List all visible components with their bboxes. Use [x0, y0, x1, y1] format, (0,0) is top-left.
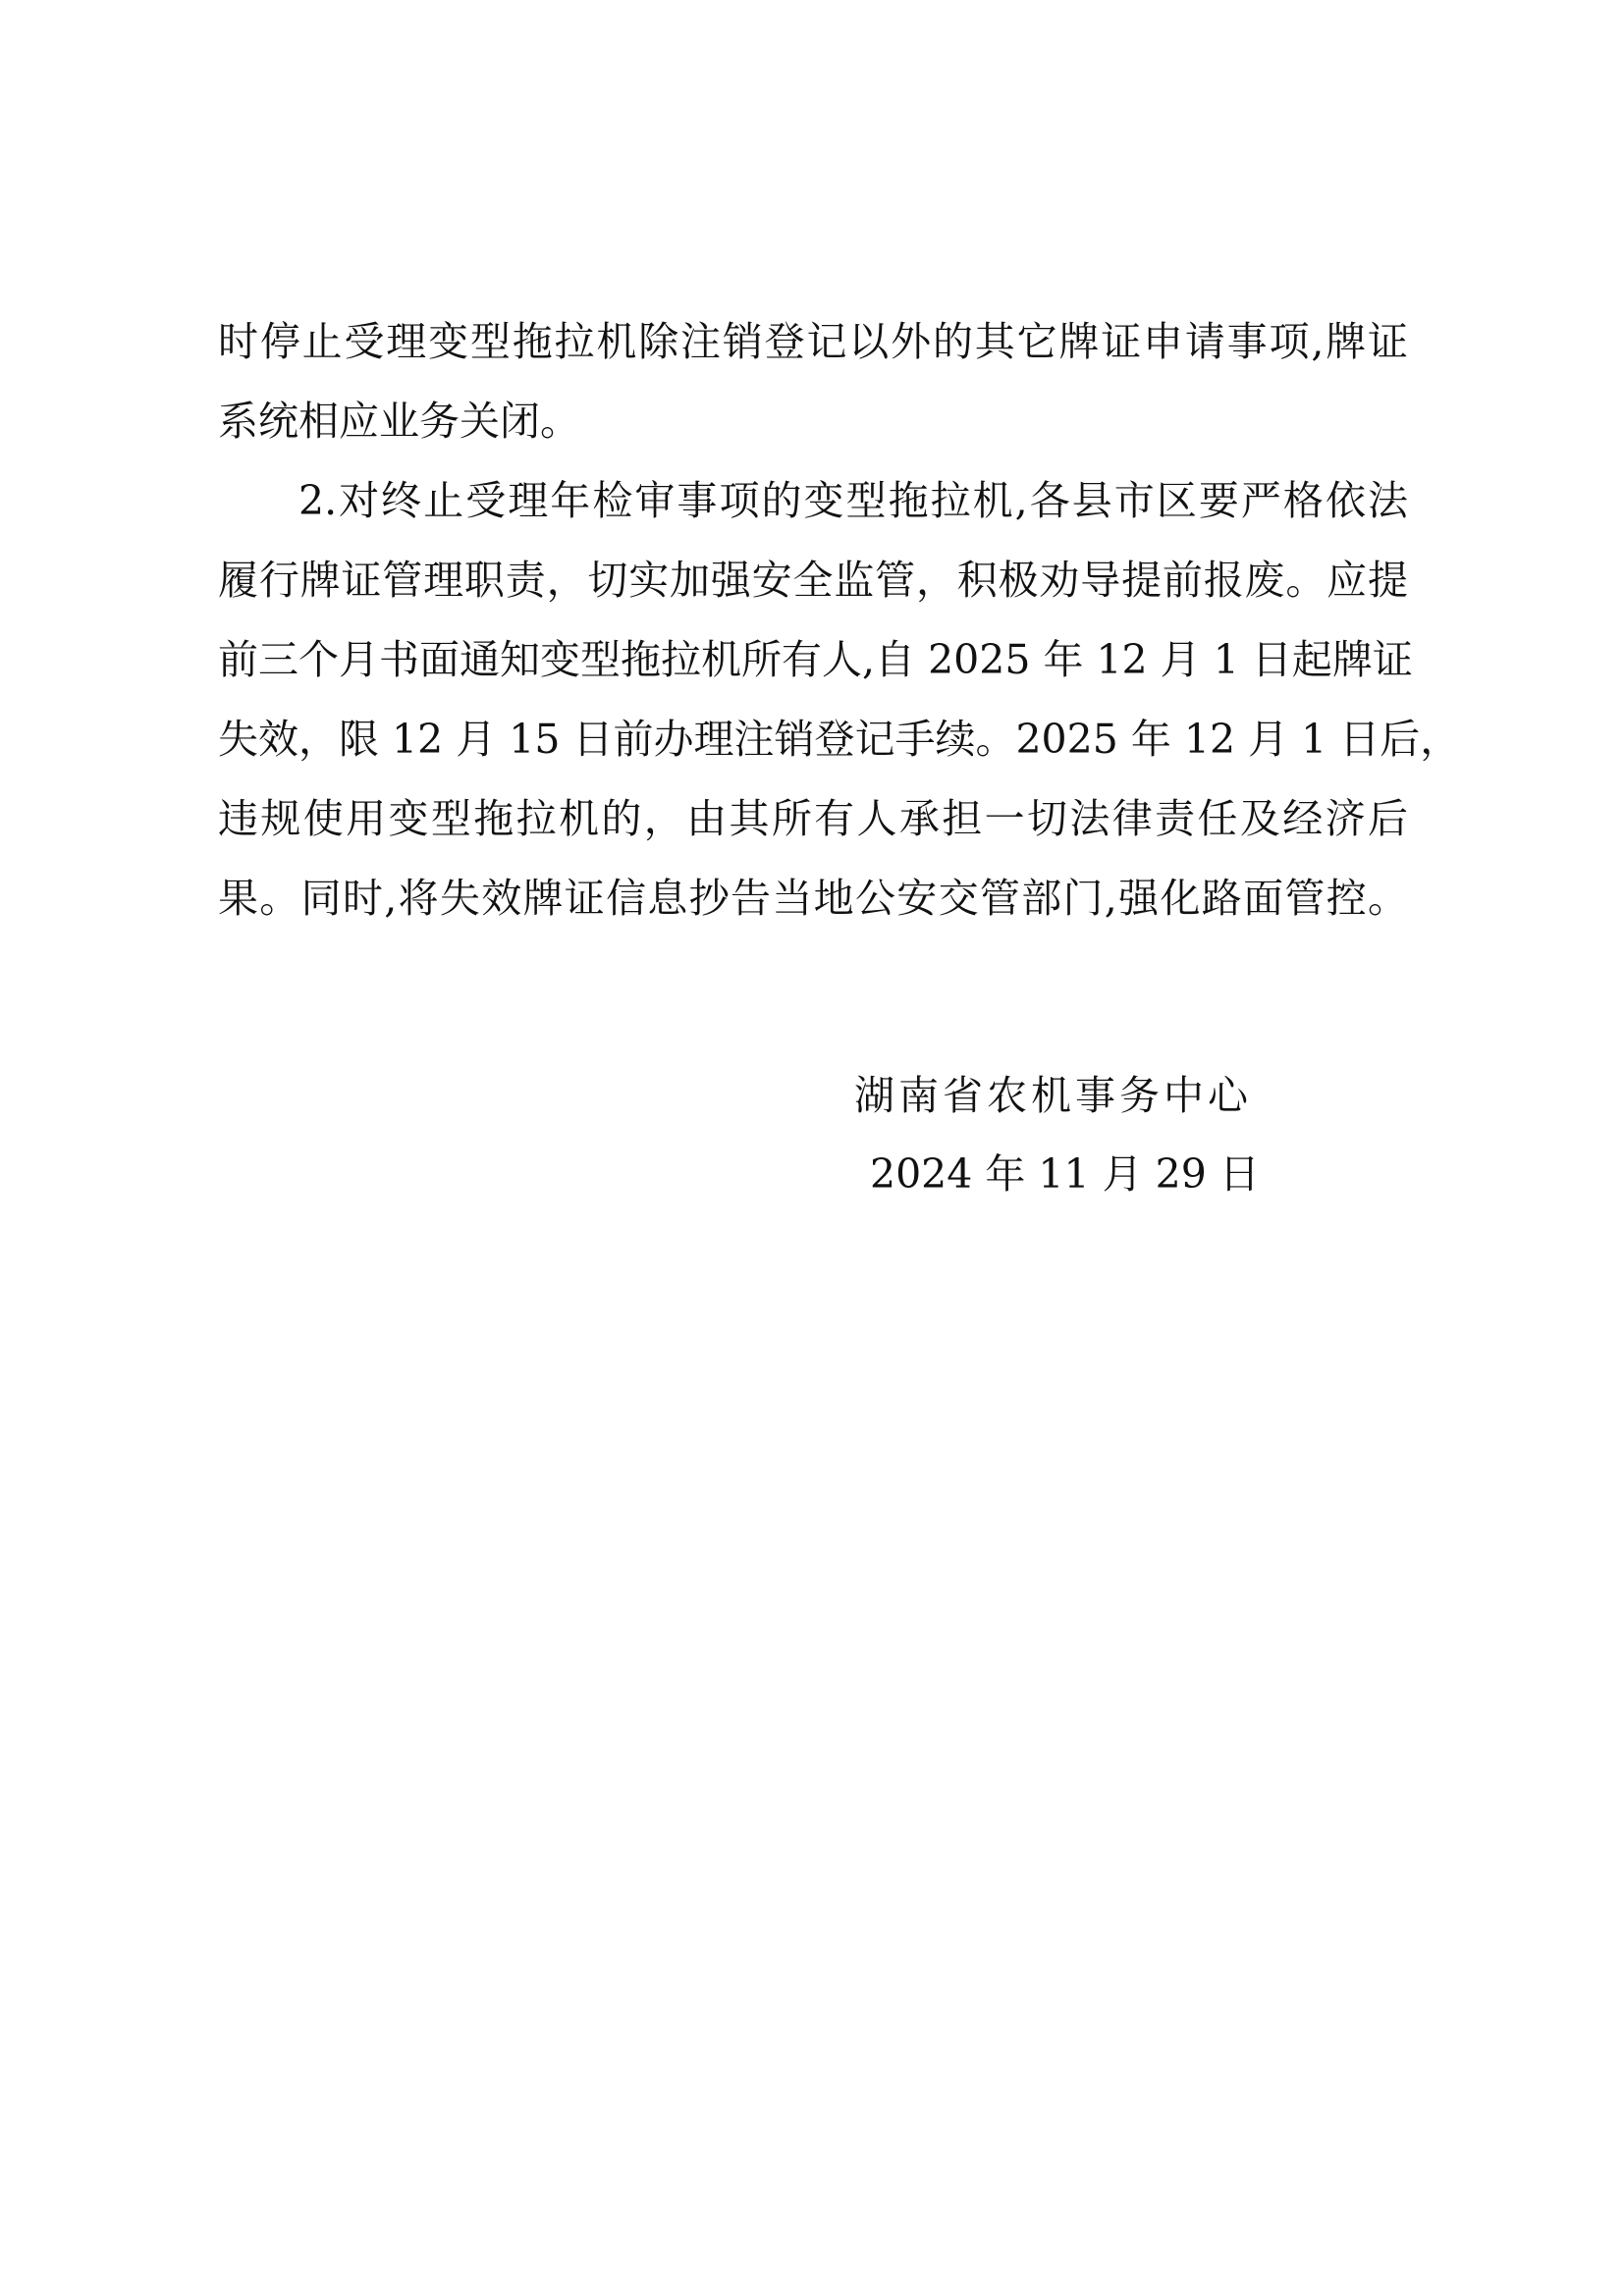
issuing-organization: 湖南省农机事务中心 — [854, 1072, 1252, 1119]
paragraph-1-line-1: 时停止受理变型拖拉机除注销登记以外的其它牌证申请事项,牌证 — [218, 318, 1408, 365]
paragraph-2-line-4: 失效，限 12 月 15 日前办理注销登记手续。2025 年 12 月 1 日后， — [218, 716, 1461, 763]
paragraph-2-line-1: 2.对终止受理年检审事项的变型拖拉机,各县市区要严格依法 — [298, 477, 1408, 524]
paragraph-2-line-3: 前三个月书面通知变型拖拉机所有人,自 2025 年 12 月 1 日起牌证 — [218, 636, 1413, 683]
paragraph-1-line-2: 系统相应业务关闭。 — [218, 398, 580, 445]
issue-date: 2024 年 11 月 29 日 — [870, 1150, 1260, 1198]
signature-block — [854, 1056, 1260, 1213]
document-body — [218, 302, 1461, 938]
paragraph-2-line-2: 履行牌证管理职责，切实加强安全监管，积极劝导提前报废。应提 — [218, 557, 1408, 604]
paragraph-2-line-5: 违规使用变型拖拉机的，由其所有人承担一切法律责任及经济后 — [218, 795, 1408, 842]
paragraph-2-line-6: 果。同时,将失效牌证信息抄告当地公安交管部门,强化路面管控。 — [218, 875, 1408, 922]
